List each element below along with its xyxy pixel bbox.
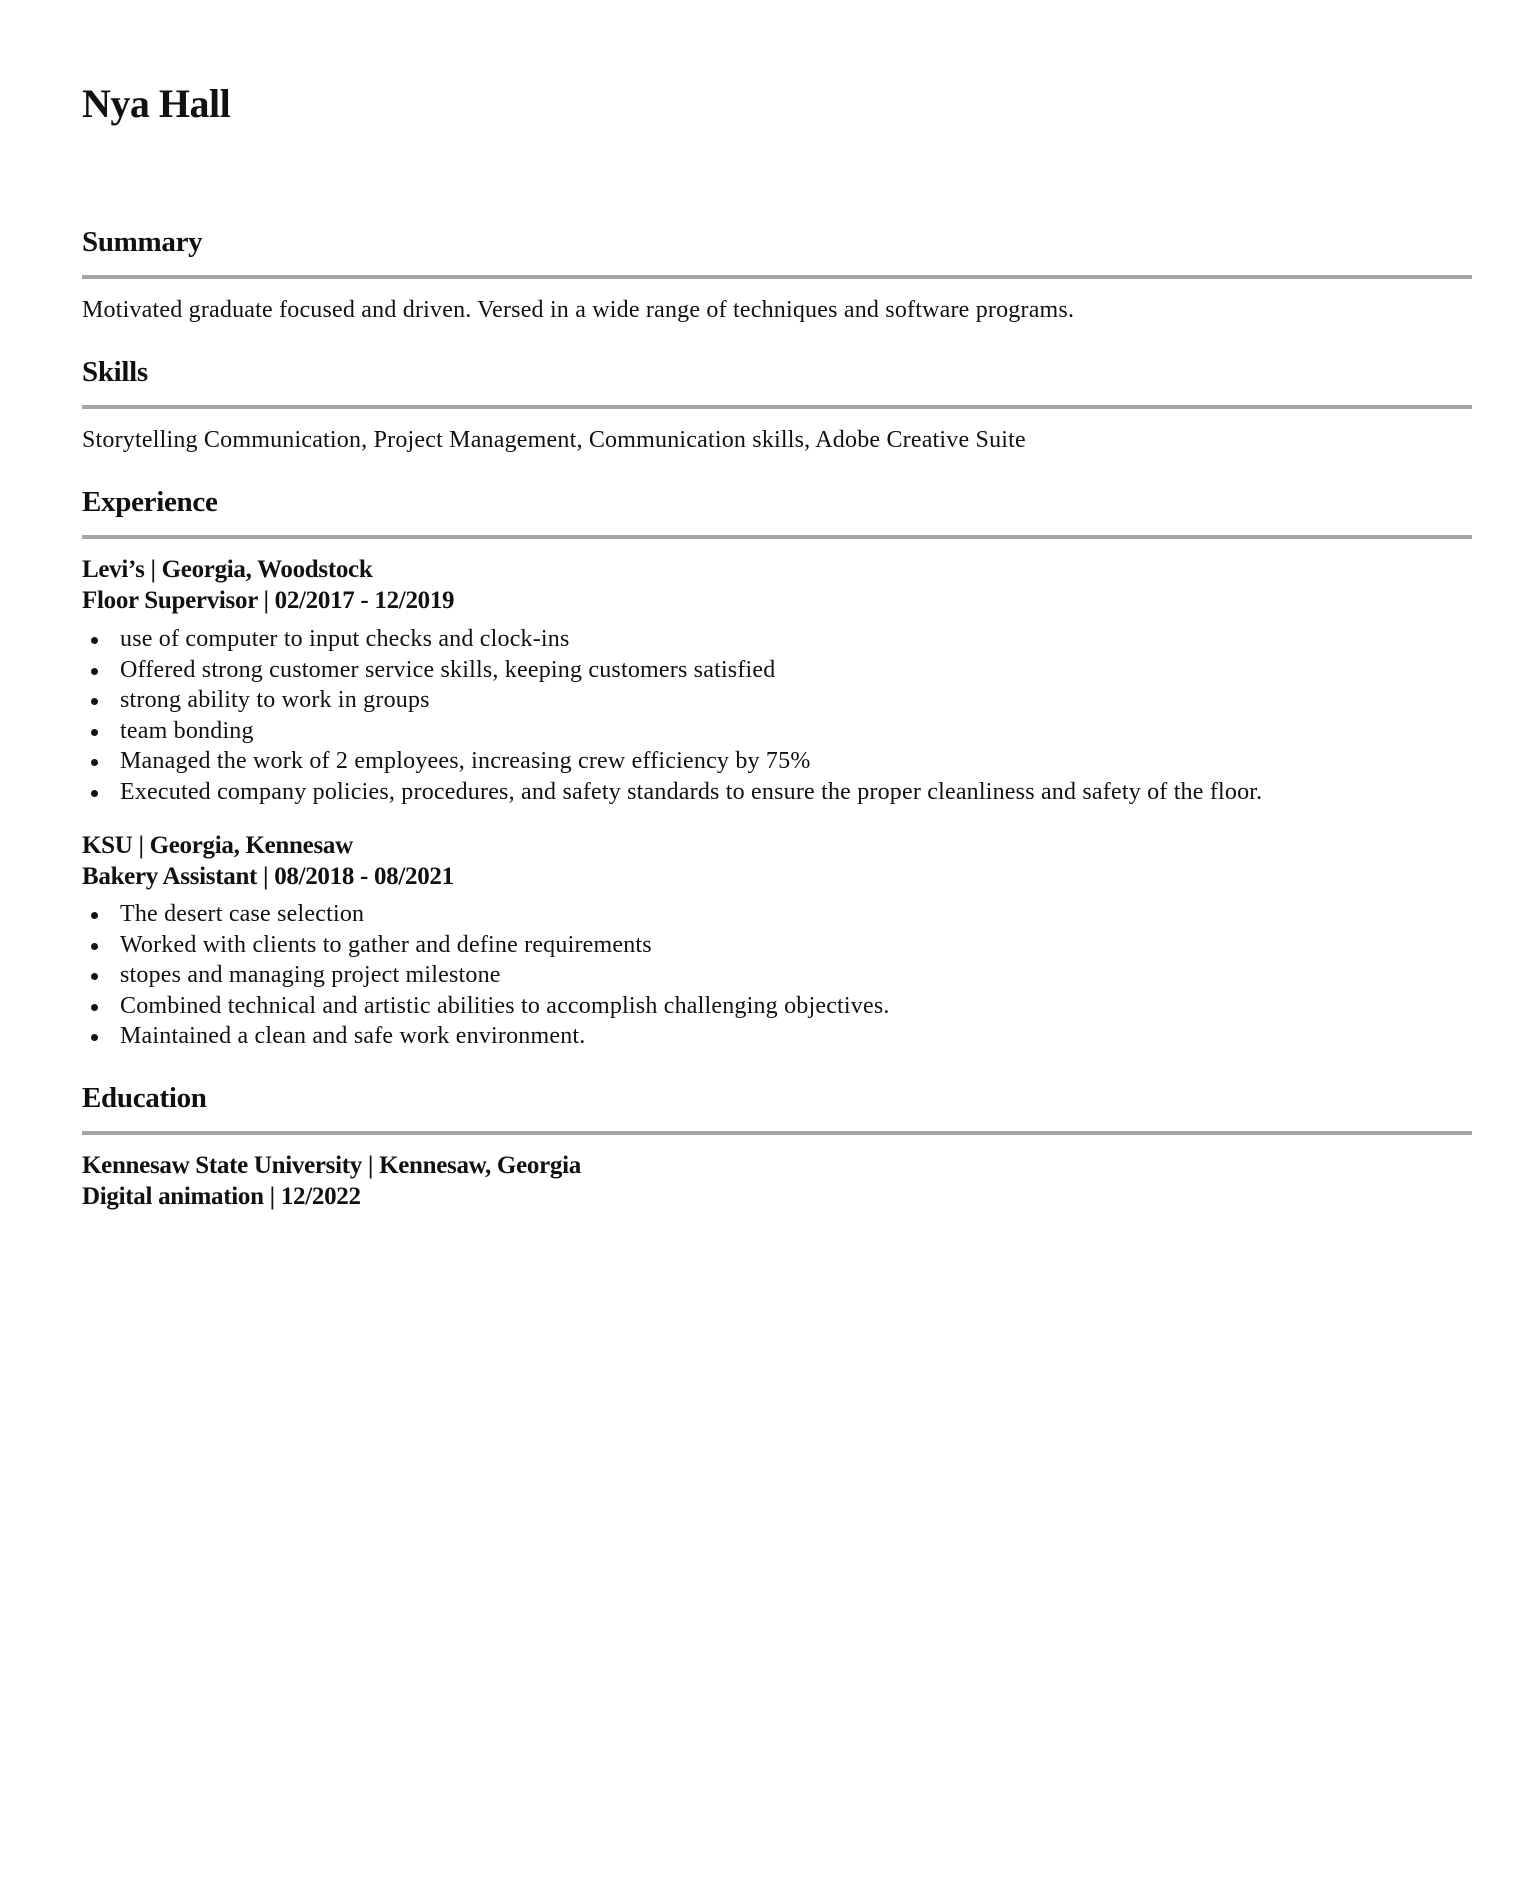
- list-item-text: The desert case selection: [120, 901, 365, 927]
- list-item: [82, 899, 890, 930]
- list-item: [82, 655, 1262, 686]
- list-item-text: team bonding: [120, 717, 254, 744]
- job-1-bullet-list: [82, 624, 1262, 808]
- bullet-icon: [91, 1034, 98, 1041]
- job-1-role: Floor Supervisor | 02/2017 - 12/2019: [82, 587, 455, 614]
- bullet-icon: [91, 973, 98, 980]
- bullet-icon: [91, 668, 98, 675]
- list-item: [82, 1021, 890, 1052]
- bullet-icon: [91, 698, 98, 705]
- job-1-employer: Levi’s | Georgia, Woodstock: [82, 556, 373, 583]
- list-item-text: Worked with clients to gather and define requirements: [120, 931, 652, 958]
- list-item: [82, 685, 1262, 716]
- job-2-role: Bakery Assistant | 08/2018 - 08/2021: [82, 863, 454, 890]
- bullet-icon: [91, 790, 98, 797]
- candidate-name: Nya Hall: [82, 81, 231, 126]
- bullet-icon: [91, 943, 98, 950]
- list-item: [82, 930, 890, 961]
- summary-heading: Summary: [82, 226, 203, 258]
- bullet-icon: [91, 1004, 98, 1011]
- bullet-icon: [91, 637, 98, 644]
- list-item-text: strong ability to work in groups: [120, 687, 430, 714]
- list-item: [82, 746, 1262, 777]
- job-2-employer: KSU | Georgia, Kennesaw: [82, 832, 353, 859]
- summary-divider: [82, 275, 1472, 279]
- list-item: [82, 991, 890, 1022]
- education-degree: Digital animation | 12/2022: [82, 1183, 361, 1210]
- list-item-text: stopes and managing project milestone: [120, 962, 501, 989]
- education-school: Kennesaw State University | Kennesaw, Georgia: [82, 1152, 581, 1179]
- list-item-text: Maintained a clean and safe work environment.: [120, 1023, 586, 1050]
- skills-text: Storytelling Communication, Project Management, Communication skills, Adobe Creative Suite: [82, 427, 1026, 453]
- list-item-text: Combined technical and artistic abilities to accomplish challenging objectives.: [120, 992, 890, 1019]
- experience-heading: Experience: [82, 486, 218, 518]
- bullet-icon: [91, 759, 98, 766]
- list-item-text: Offered strong customer service skills, keeping customers satisfied: [120, 656, 776, 683]
- bullet-icon: [91, 912, 98, 919]
- experience-divider: [82, 535, 1472, 539]
- skills-heading: Skills: [82, 356, 148, 388]
- education-divider: [82, 1131, 1472, 1135]
- bullet-icon: [91, 729, 98, 736]
- list-item-text: Executed company policies, procedures, and safety standards to ensure the proper cleanliness and safety of the floor.: [120, 778, 1263, 805]
- list-item: [82, 716, 1262, 747]
- summary-text: Motivated graduate focused and driven. Versed in a wide range of techniques and software programs.: [82, 297, 1075, 323]
- list-item: [82, 960, 890, 991]
- education-heading: Education: [82, 1082, 207, 1114]
- skills-divider: [82, 405, 1472, 409]
- list-item-text: use of computer to input checks and clock-ins: [120, 626, 570, 652]
- list-item: [82, 777, 1262, 808]
- list-item: [82, 624, 1262, 655]
- job-2-bullet-list: [82, 899, 890, 1052]
- list-item-text: Managed the work of 2 employees, increasing crew efficiency by 75%: [120, 748, 811, 775]
